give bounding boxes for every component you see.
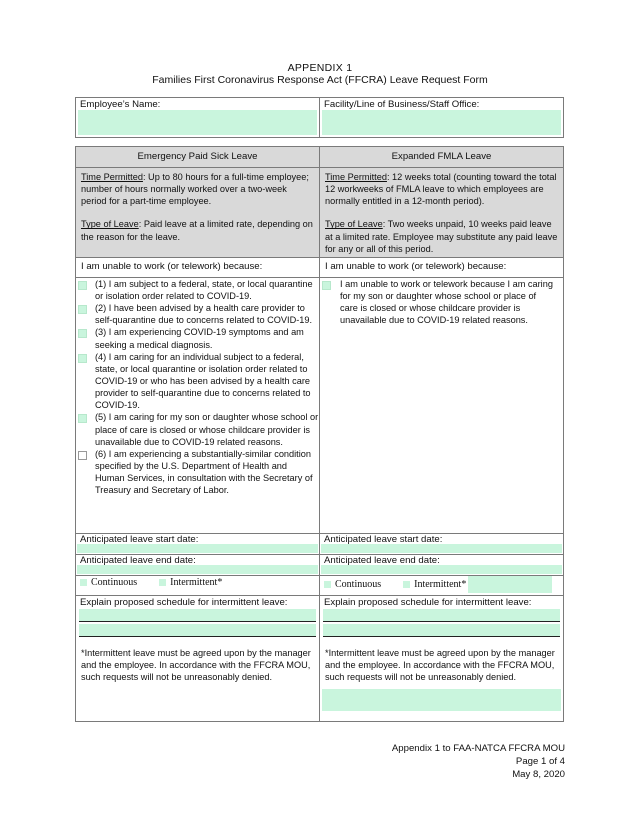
intermittent-note-block [320,637,563,711]
start-date-label: Anticipated leave start date: [80,533,199,544]
unable-to-work-fmla: I am unable to work (or telework) because: [320,257,564,277]
schedule-label: Explain proposed schedule for intermittent leave: [80,596,288,607]
intermittent-label: Intermittent* [414,578,467,590]
reason-item [76,278,319,302]
employee-name-label: Employee’s Name: [80,99,161,110]
continuous-label: Continuous [335,578,382,590]
start-date-field[interactable] [77,544,318,553]
column-heading-sick-leave: Emergency Paid Sick Leave [76,147,320,168]
reason-item [76,411,319,447]
leave-mode-fmla [320,575,564,595]
continuous-checkbox[interactable] [324,581,331,588]
end-date-label: Anticipated leave end date: [324,554,440,565]
reason-checkbox[interactable] [322,281,331,290]
leave-mode-sick-leave [76,575,320,595]
start-date-field[interactable] [321,544,562,553]
reason-text: (2) I have been advised by a health care provider to self-quarantine due to concerns related to COVID-19. [95,303,313,326]
reason-text: (6) I am experiencing a substantially-similar condition specified by the U.S. Department of Health and Human Services, in consultation with the Secretary of Treasury and Secretary of Labor. [95,448,313,496]
time-permitted-label: Time Permitted [325,172,387,182]
schedule-line-field[interactable] [79,609,316,622]
schedule-label: Explain proposed schedule for intermittent leave: [324,596,532,607]
reason-item [320,278,555,327]
reason-item [76,326,319,350]
appendix-label: APPENDIX 1 [287,62,353,74]
reason-checkbox[interactable] [78,329,87,338]
reason-text: (3) I am experiencing COVID-19 symptoms and am seeking a medical diagnosis. [95,327,304,350]
end-date-field[interactable] [77,565,318,574]
facility-label: Facility/Line of Business/Staff Office: [324,99,480,110]
time-permitted-label: Time Permitted [81,172,143,182]
note-fill-field[interactable] [322,689,561,711]
reason-item [76,351,319,412]
form-title: Families First Coronavirus Response Act (FFCRA) Leave Request Form [152,74,488,86]
footer-date: May 8, 2020 [512,769,565,780]
start-date-cell-sick-leave [76,533,320,554]
footer-page-number: Page 1 of 4 [515,756,565,767]
facility-cell [320,98,564,138]
reason-text: (5) I am caring for my son or daughter whose school or place of care is closed or whose childcare provider is unavailable due to COVID-19 related reasons. [95,412,319,447]
time-permitted-text: : 12 weeks total (counting toward the total 12 workweeks of FMLA leave to which employees are normally entitled in a 12-month period). [325,172,557,207]
footer-reference: Appendix 1 to FAA-NATCA FFCRA MOU [391,743,565,754]
facility-field[interactable] [322,110,561,135]
sick-leave-reasons [76,277,320,533]
reason-checkbox[interactable] [78,281,87,290]
reason-text: (4) I am caring for an individual subject to a federal, state, or local quarantine or isolation order related to COVID-19 or who has been advised by a health care provider to self-quarantine due to concerns related to COVID-19. [95,351,311,411]
intermittent-note: *Intermittent leave must be agreed upon by the manager and the employee. In accordance with the FFCRA MOU, such requests will not be unreasonably denied. [325,647,555,683]
end-date-field[interactable] [321,565,562,574]
intermittent-label: Intermittent* [170,576,223,588]
intermittent-field[interactable] [468,576,552,593]
column-heading-fmla: Expanded FMLA Leave [320,147,564,168]
fmla-info [320,168,564,258]
schedule-cell-sick-leave [76,595,320,721]
continuous-checkbox[interactable] [80,579,87,586]
schedule-line-field[interactable] [79,624,316,637]
start-date-label: Anticipated leave start date: [324,533,443,544]
fmla-reasons [320,277,564,533]
reason-text: (1) I am subject to a federal, state, or local quarantine or isolation order related to COVID-19. [95,278,313,301]
type-of-leave-text: : Paid leave at a limited rate, depending on the reason for the leave. [81,219,313,242]
continuous-label: Continuous [91,576,138,588]
identity-table [75,97,564,138]
reason-checkbox[interactable] [78,451,87,460]
end-date-cell-fmla [320,554,564,575]
type-of-leave-text: : Two weeks unpaid, 10 weeks paid leave at a limited rate. Employee may substitute any paid leave for any or all of this period. [325,219,558,254]
start-date-cell-fmla [320,533,564,554]
schedule-line-field[interactable] [323,609,560,622]
schedule-line-field[interactable] [323,624,560,637]
leave-table [75,146,564,722]
reason-checkbox[interactable] [78,305,87,314]
intermittent-note: *Intermittent leave must be agreed upon by the manager and the employee. In accordance with the FFCRA MOU, such requests will not be unreasonably denied. [81,647,311,683]
reason-item [76,448,319,497]
intermittent-checkbox[interactable] [159,579,166,586]
end-date-label: Anticipated leave end date: [80,554,196,565]
end-date-cell-sick-leave [76,554,320,575]
sick-leave-info [76,168,320,258]
unable-to-work-sick-leave: I am unable to work (or telework) because: [76,257,320,277]
employee-name-field[interactable] [78,110,317,135]
type-of-leave-label: Type of Leave [325,219,383,230]
reason-item [76,302,319,326]
intermittent-checkbox[interactable] [403,581,410,588]
reason-text: I am unable to work or telework because I am caring for my son or daughter whose school or place of care is closed or whose childcare provider is unavailable due to COVID-19 related reasons. [340,278,553,326]
time-permitted-text: : Up to 80 hours for a full-time employee; number of hours normally worked over a two-week period for a part-time employee. [81,172,309,207]
employee-name-cell [76,98,320,138]
schedule-cell-fmla [320,595,564,721]
type-of-leave-label: Type of Leave [81,219,139,230]
reason-checkbox[interactable] [78,414,87,423]
reason-checkbox[interactable] [78,354,87,363]
